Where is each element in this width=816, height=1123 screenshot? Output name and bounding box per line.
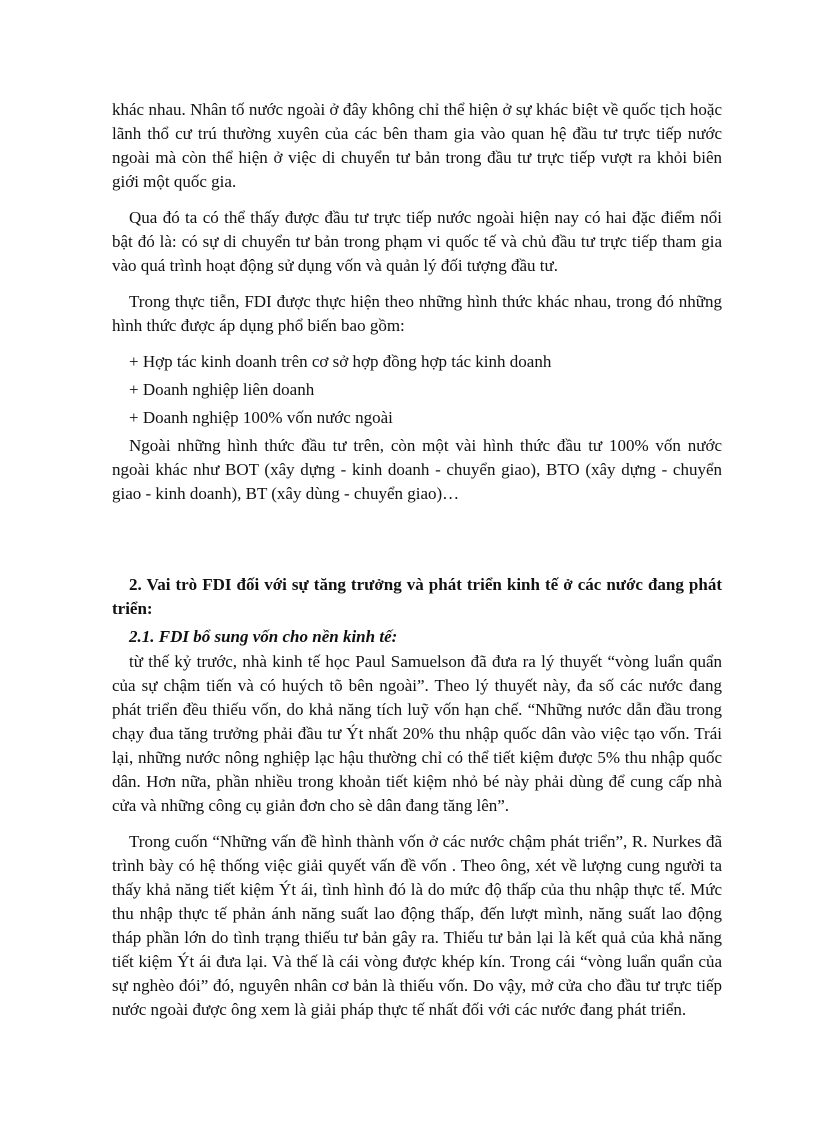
paragraph-6: Trong cuốn “Những vấn đề hình thành vốn ở các nước chậm phát triển”, R. Nurkes đã trình bày có hệ thống việc giải quyết vấn đề vốn . Theo ông, xét về lượng cung người ta thấy khả năng tiết kiệm Ýt ái, tình hình đó là do mức độ thấp của thu nhập thực tế. Mức thu nhập thực tế phản ánh năng suất lao động thấp, đến lượt mình, năng suất lao động tháp phần lớn do tình trạng thiếu tư bản gây ra. Thiếu tư bản lại là kết quả của khả năng tiết kiệm Ýt ái đưa lại. Và thế là cái vòng được khép kín. Trong cái “vòng luẩn quẩn của sự nghèo đói” đó, nguyên nhân cơ bản là thiếu vốn. Do vậy, mở cửa cho đầu tư trực tiếp nước ngoài được ông xem là giải pháp thực tế nhất đối với các nước đang phát triển. [112, 832, 722, 1019]
bullet-item-2: + Doanh nghiệp liên doanh [129, 380, 315, 399]
sub-heading: 2.1. FDI bổ sung vốn cho nền kinh tế: [129, 627, 398, 646]
paragraph-3: Trong thực tiễn, FDI được thực hiện theo những hình thức khác nhau, trong đó những hình thức được áp dụng phổ biến bao gồm: [112, 292, 722, 335]
document-body-top [112, 98, 722, 506]
paragraph-1: khác nhau. Nhân tố nước ngoài ở đây không chỉ thể hiện ở sự khác biệt về quốc tịch hoặc lãnh thổ cư trú thường xuyên của các bên tham gia vào quan hệ đầu tư trực tiếp nước ngoài mà còn thể hiện ở việc di chuyển tư bản trong đầu tư trực tiếp vượt ra khỏi biên giới một quốc gia. [112, 100, 722, 191]
paragraph-4: Ngoài những hình thức đầu tư trên, còn một vài hình thức đầu tư 100% vốn nước ngoài khác như BOT (xây dựng - kinh doanh - chuyển giao), BTO (xây dựng - chuyển giao - kinh doanh), BT (xây dùng - chuyển giao)… [112, 436, 722, 503]
bullet-item-1: + Hợp tác kinh doanh trên cơ sở hợp đồng hợp tác kinh doanh [129, 352, 552, 371]
bullet-item-3: + Doanh nghiệp 100% vốn nước ngoài [129, 408, 393, 427]
paragraph-2: Qua đó ta có thể thấy được đầu tư trực tiếp nước ngoài hiện nay có hai đặc điểm nổi bật đó là: có sự di chuyển tư bản trong phạm vi quốc tế và chủ đầu tư trực tiếp tham gia vào quá trình hoạt động sử dụng vốn và quản lý đối tượng đầu tư. [112, 208, 722, 275]
document-body-bottom [112, 650, 722, 1022]
section-heading: 2. Vai trò FDI đối với sự tăng trưởng và phát triển kinh tế ở các nước đang phát triển: [112, 575, 722, 618]
paragraph-5: từ thế kỷ trước, nhà kinh tế học Paul Samuelson đã đưa ra lý thuyết “vòng luẩn quẩn của sự chậm tiến và có huých tõ bên ngoài”. Theo lý thuyết này, đa số các nước đang phát triển đều thiếu vốn, do khả năng tích luỹ vốn hạn chế. “Những nước dẫn đầu trong chạy đua tăng trưởng phải đầu tư Ýt nhất 20% thu nhập quốc dân vào việc tạo vốn. Trái lại, những nước nông nghiệp lạc hậu thường chỉ có thể tiết kiệm được 5% thu nhập quốc dân. Hơn nữa, phần nhiều trong khoản tiết kiệm nhỏ bé này phải dùng để cung cấp nhà cửa và những công cụ giản đơn cho sè dân đang tăng lên”. [112, 652, 722, 815]
